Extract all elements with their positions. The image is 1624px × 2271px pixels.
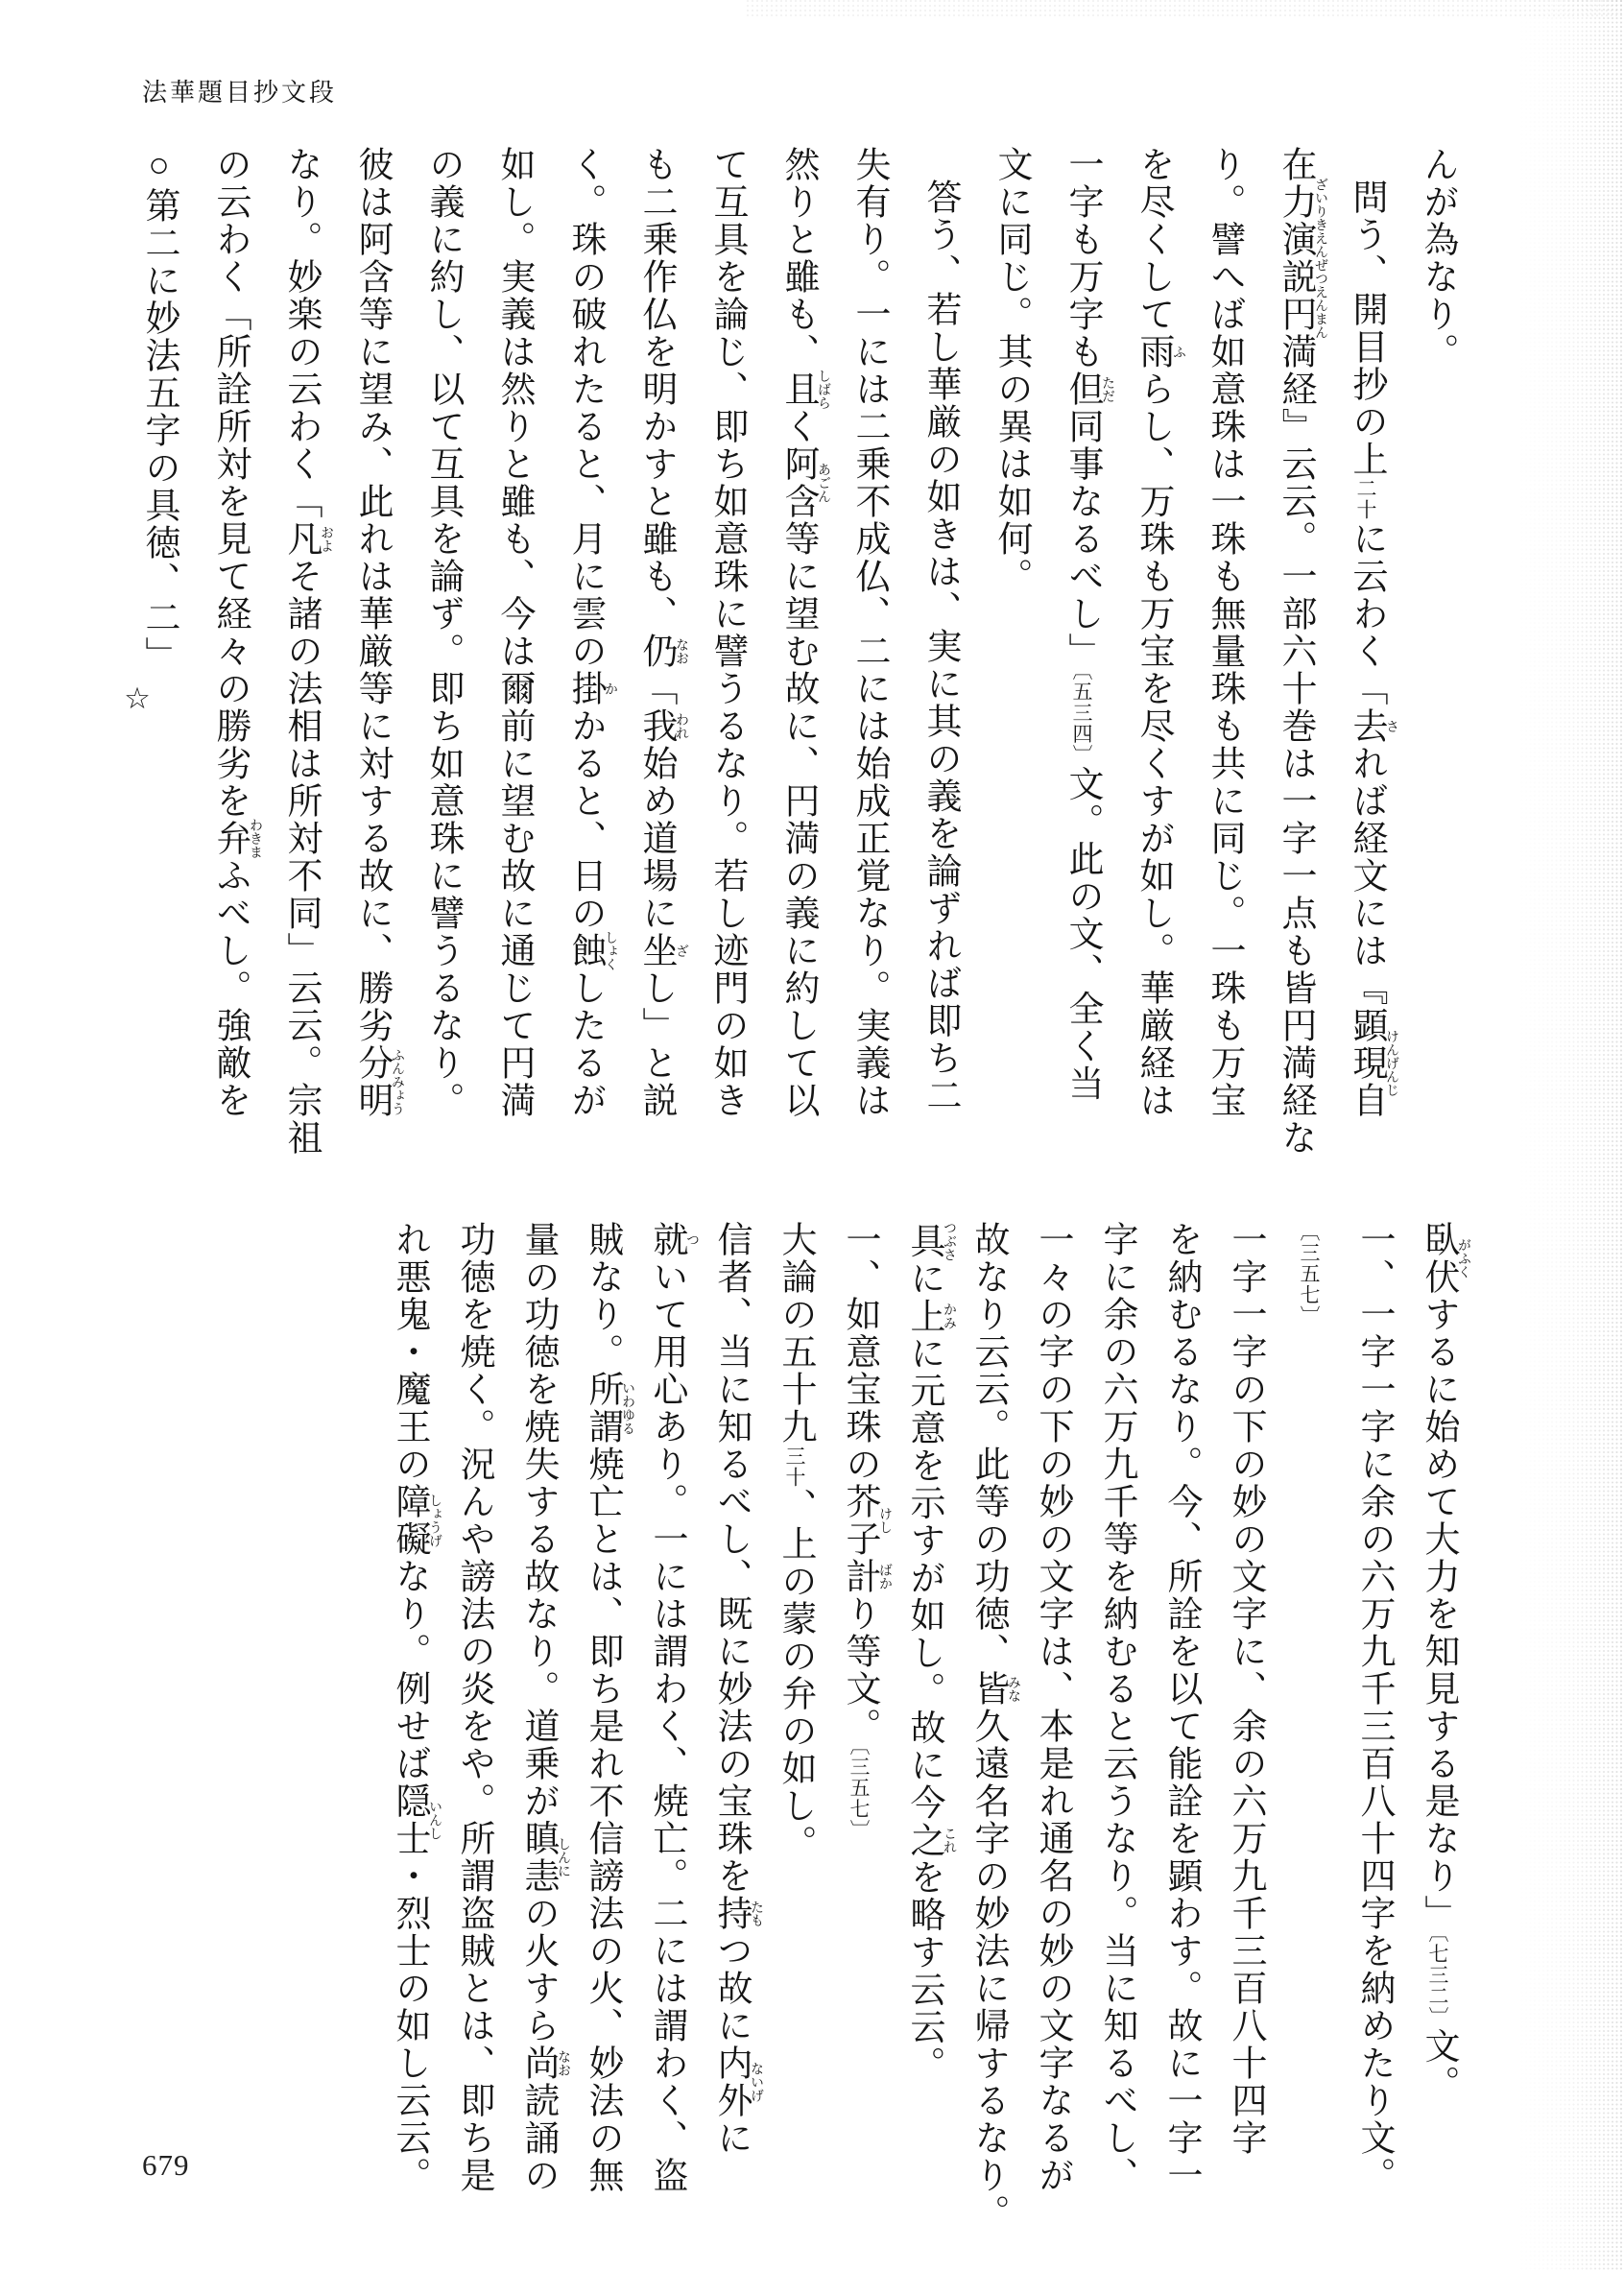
ruby-text: 持たも — [711, 1895, 763, 1932]
text-column — [827, 1221, 892, 2253]
ruby-text: 之これ — [904, 1821, 956, 1859]
furigana: たも — [749, 1895, 763, 1932]
text-column — [265, 146, 336, 1221]
text-run: 問う、開目抄の上 — [1347, 179, 1386, 478]
inline-citation: 二十 — [1354, 478, 1377, 520]
text-run: 賊なり。 — [583, 1221, 622, 1371]
text-run: 一、一字一字に余の六万九千三百八十四字を納めたり文。 — [1354, 1221, 1394, 2194]
ruby-text: 瞋恚しんに — [518, 1820, 570, 1895]
text-column — [1259, 146, 1330, 1221]
text-column — [1342, 1221, 1406, 2253]
text-column — [478, 146, 549, 1221]
text-column — [570, 1221, 634, 2253]
text-column — [1213, 1221, 1278, 2253]
text-column — [975, 146, 1046, 1221]
text-run: 焼亡とは、即ち是れ不信謗法の火、妙法の無 — [583, 1446, 622, 2194]
ruby-text: 去さ — [1347, 707, 1398, 745]
furigana: しょうげ — [427, 1483, 442, 1558]
inline-citation: 三十 — [783, 1446, 806, 1488]
text-run: を尽くして — [1134, 146, 1173, 333]
ruby-text: 凡およ — [281, 520, 333, 558]
text-run: ・烈士の如し云云。 — [390, 1857, 429, 2194]
inline-citation: 〔五三四〕 — [1070, 670, 1093, 766]
furigana: いんし — [427, 1782, 442, 1857]
furigana: ないげ — [749, 2044, 763, 2119]
text-run: かると、日の — [565, 707, 605, 932]
text-run: 故なり云云。此等の功徳、 — [968, 1221, 1008, 1670]
text-run: 功徳を焼く。況んや謗法の炎をや。所謂盗賊とは、即ち是 — [454, 1221, 493, 2194]
furigana: いわゆる — [620, 1371, 634, 1446]
furigana: しょく — [603, 930, 617, 971]
furigana: およ — [319, 520, 333, 558]
scan-noise-right-fade — [1517, 0, 1624, 2271]
text-column — [833, 146, 904, 1221]
text-run: 字に余の六万九千等を納むると云うなり。当に知るべし、 — [1097, 1221, 1136, 2194]
text-run: したるが — [565, 969, 605, 1119]
text-run: 一字一字の下の妙の文字に、余の六万九千三百八十四字 — [1226, 1221, 1265, 2157]
ruby-text: 阿含あごん — [778, 445, 830, 520]
text-run: 「 — [636, 670, 676, 707]
ruby-text: 隠士いんし — [390, 1782, 442, 1857]
text-run: 一、如意宝珠の — [840, 1221, 879, 1483]
ruby-text: 在力演説円満ざいりきえんぜつえんまん — [1276, 146, 1327, 371]
text-column — [194, 146, 265, 1221]
text-column — [506, 1221, 570, 2253]
text-column — [1278, 1221, 1342, 2253]
text-column — [1330, 146, 1401, 1221]
text-run: り。譬へば如意珠は一珠も無量珠も共に同じ。一珠も万宝 — [1205, 146, 1244, 1119]
furigana: われ — [674, 707, 688, 745]
text-run: て互具を論じ、即ち如意珠に譬うるなり。若し迹門の如き — [707, 146, 747, 1119]
furigana: なお — [674, 633, 688, 670]
text-run: 文。 — [1419, 2027, 1458, 2103]
text-run: 大論の五十九 — [776, 1221, 815, 1446]
ruby-text: 顕現自けんげんじ — [1347, 1007, 1398, 1119]
text-run: に — [711, 2119, 751, 2157]
text-run: を納むるなり。今、所詮を以て能詮を顕わす。故に一字一 — [1161, 1221, 1201, 2194]
text-run: 信者、当に知るべし、既に妙法の宝珠を — [711, 1221, 751, 1895]
text-run: れ悪鬼・魔王の — [390, 1221, 429, 1483]
text-run: に元意を示すが如し。故に今 — [904, 1334, 943, 1822]
ruby-text: 掛か — [565, 670, 617, 707]
text-column — [634, 1221, 699, 2253]
ruby-text: 我われ — [636, 707, 688, 745]
text-run: するに始めて大力を知見する是なり」 — [1419, 1296, 1458, 1932]
furigana: ざ — [674, 932, 688, 969]
furigana: ふ — [1171, 333, 1185, 371]
ruby-text: 内外ないげ — [711, 2044, 763, 2119]
page-number: 679 — [142, 2148, 190, 2182]
text-run: なり。妙楽の云わく「 — [281, 146, 321, 520]
inline-citation: 〔三五七〕 — [848, 1745, 871, 1841]
text-column — [762, 146, 833, 1221]
text-run: 文に同じ。其の異は如何。 — [991, 146, 1031, 595]
text-column — [956, 1221, 1020, 2253]
text-column — [699, 1221, 763, 2253]
text-column — [123, 146, 194, 1221]
ruby-text: 仍なお — [636, 633, 688, 670]
star-icon: ☆ — [121, 681, 155, 718]
text-run: の云わく「所詮所対を見て経々の勝劣を — [210, 146, 250, 820]
text-run: 量の功徳を焼失する故なり。道乗が — [518, 1221, 558, 1820]
text-run: いて用心あり。一には謂わく、焼亡。二には謂わく、盗 — [647, 1258, 686, 2194]
text-run: 久遠名字の妙法に帰するなり。 — [968, 1708, 1008, 2232]
inline-citation: 〔三五七〕 — [1298, 1221, 1321, 1327]
scan-noise-top-band — [747, 0, 1624, 19]
text-run: し」と説 — [636, 969, 676, 1119]
text-run: り等文。 — [840, 1595, 879, 1745]
text-column — [1085, 1221, 1149, 2253]
furigana: しばら — [816, 369, 830, 410]
text-column — [620, 146, 691, 1221]
text-column — [1401, 146, 1472, 1221]
ruby-text: 弁わきま — [210, 818, 262, 859]
ruby-text: 分明ふんみょう — [352, 1044, 404, 1119]
text-run: 如し。実義は然りと雖も、今は爾前に望む故に通じて円満 — [494, 146, 534, 1119]
text-run: ○第二に妙法五字の具徳、二」 — [139, 146, 179, 674]
furigana: ただ — [1100, 371, 1114, 408]
furigana: わきま — [248, 818, 262, 859]
text-run: 答う、若し華厳の如きは、実に其の義を論ずれば即ち二 — [920, 179, 960, 1114]
furigana: みな — [1006, 1670, 1020, 1708]
text-column — [1117, 146, 1188, 1221]
running-header: 法華題目抄文段 — [142, 79, 338, 107]
text-run: 文。此の文、全く当 — [1063, 765, 1102, 1103]
text-run: 始め道場に — [636, 745, 676, 932]
furigana: これ — [942, 1821, 956, 1859]
text-run: に — [904, 1259, 943, 1298]
furigana: かみ — [942, 1297, 956, 1335]
ruby-text: 且しばら — [778, 369, 830, 410]
ruby-text: 具つぶさ — [904, 1221, 956, 1261]
text-column — [336, 146, 407, 1221]
ruby-text: 所謂いわゆる — [583, 1371, 634, 1446]
text-column — [377, 1221, 442, 2253]
furigana: がふく — [1456, 1221, 1470, 1296]
text-column — [892, 1221, 956, 2253]
text-column — [1149, 1221, 1213, 2253]
text-column — [1188, 146, 1259, 1221]
text-run: 一字も万字も — [1063, 146, 1102, 371]
ruby-text: 皆みな — [968, 1670, 1020, 1708]
text-run: 然りと雖も、 — [778, 146, 818, 371]
text-column — [1046, 146, 1117, 1221]
text-run: んが為なり。 — [1418, 146, 1457, 371]
text-run: 経』云云。一部六十巻は一字一点も皆円満経な — [1276, 371, 1315, 1157]
text-run: つ故に — [711, 1932, 751, 2044]
text-column — [904, 146, 975, 1221]
ruby-text: 但ただ — [1063, 371, 1114, 408]
text-run: 読誦の — [518, 2082, 558, 2194]
text-run: なり。例せば — [390, 1558, 429, 1782]
text-run: を略す云云。 — [904, 1858, 943, 2084]
bottom-text-block — [58, 1221, 1470, 2253]
ruby-text: 就つ — [647, 1221, 699, 1258]
text-run: 、上の蒙の弁の如し。 — [776, 1488, 815, 1862]
ruby-text: 障礙しょうげ — [390, 1483, 442, 1558]
ruby-text: 雨ふ — [1134, 333, 1185, 371]
ruby-text: 上かみ — [904, 1297, 956, 1335]
text-column — [407, 146, 478, 1221]
text-run: 等に望む故に、円満の義に約して以 — [778, 520, 818, 1119]
text-run: そ諸の法相は所対不同」云云。宗祖 — [281, 558, 321, 1157]
text-column — [763, 1221, 827, 2253]
furigana: けんげんじ — [1384, 1007, 1398, 1119]
furigana: ざいりきえんぜつえんまん — [1313, 146, 1327, 371]
furigana: けし — [877, 1483, 892, 1558]
text-run: 同事なるべし」 — [1063, 408, 1102, 670]
furigana: つぶさ — [942, 1221, 956, 1261]
text-run: も二乗作仏を明かすと雖も、 — [636, 146, 676, 633]
ruby-text: 芥子けし — [840, 1483, 892, 1558]
furigana: なお — [556, 2044, 570, 2082]
furigana: か — [603, 670, 617, 707]
text-run: に云わく「 — [1347, 520, 1386, 707]
inline-citation: 〔七三二〕 — [1426, 1932, 1449, 2028]
text-column — [549, 146, 620, 1221]
furigana: しんに — [556, 1820, 570, 1895]
furigana: ばか — [877, 1558, 892, 1595]
text-run: ふべし。強敵を — [210, 857, 250, 1119]
text-column — [1020, 1221, 1085, 2253]
furigana: さ — [1384, 707, 1398, 745]
text-run: れば経文には『 — [1347, 745, 1386, 1007]
ruby-text: 臥伏がふく — [1419, 1221, 1470, 1296]
text-run: く。珠の破れたると、月に雲の — [565, 146, 605, 670]
text-run: く — [778, 408, 818, 445]
ruby-text: 坐ざ — [636, 932, 688, 969]
text-column — [691, 146, 762, 1221]
furigana: ふんみょう — [390, 1044, 404, 1119]
ruby-text: 蝕しょく — [565, 930, 617, 971]
ruby-text: 尚なお — [518, 2044, 570, 2082]
text-run: 彼は阿含等に望み、此れは華厳等に対する故に、勝劣 — [352, 146, 392, 1044]
ruby-text: 計ばか — [840, 1558, 892, 1595]
top-text-block — [58, 146, 1472, 1221]
text-run: の火すら — [518, 1895, 558, 2044]
text-run: らし、万珠も万宝を尽くすが如し。華厳経は — [1134, 371, 1173, 1119]
text-run: 失有り。一には二乗不成仏、二には始成正覚なり。実義は — [849, 146, 889, 1119]
furigana: あごん — [816, 445, 830, 520]
furigana: つ — [684, 1221, 699, 1258]
text-run: 一々の字の下の妙の文字は、本是れ通名の妙の文字なるが — [1033, 1221, 1072, 2194]
text-column — [1406, 1221, 1470, 2253]
text-column — [442, 1221, 506, 2253]
text-run: の義に約し、以て互具を論ず。即ち如意珠に譬うるなり。 — [423, 146, 463, 1119]
